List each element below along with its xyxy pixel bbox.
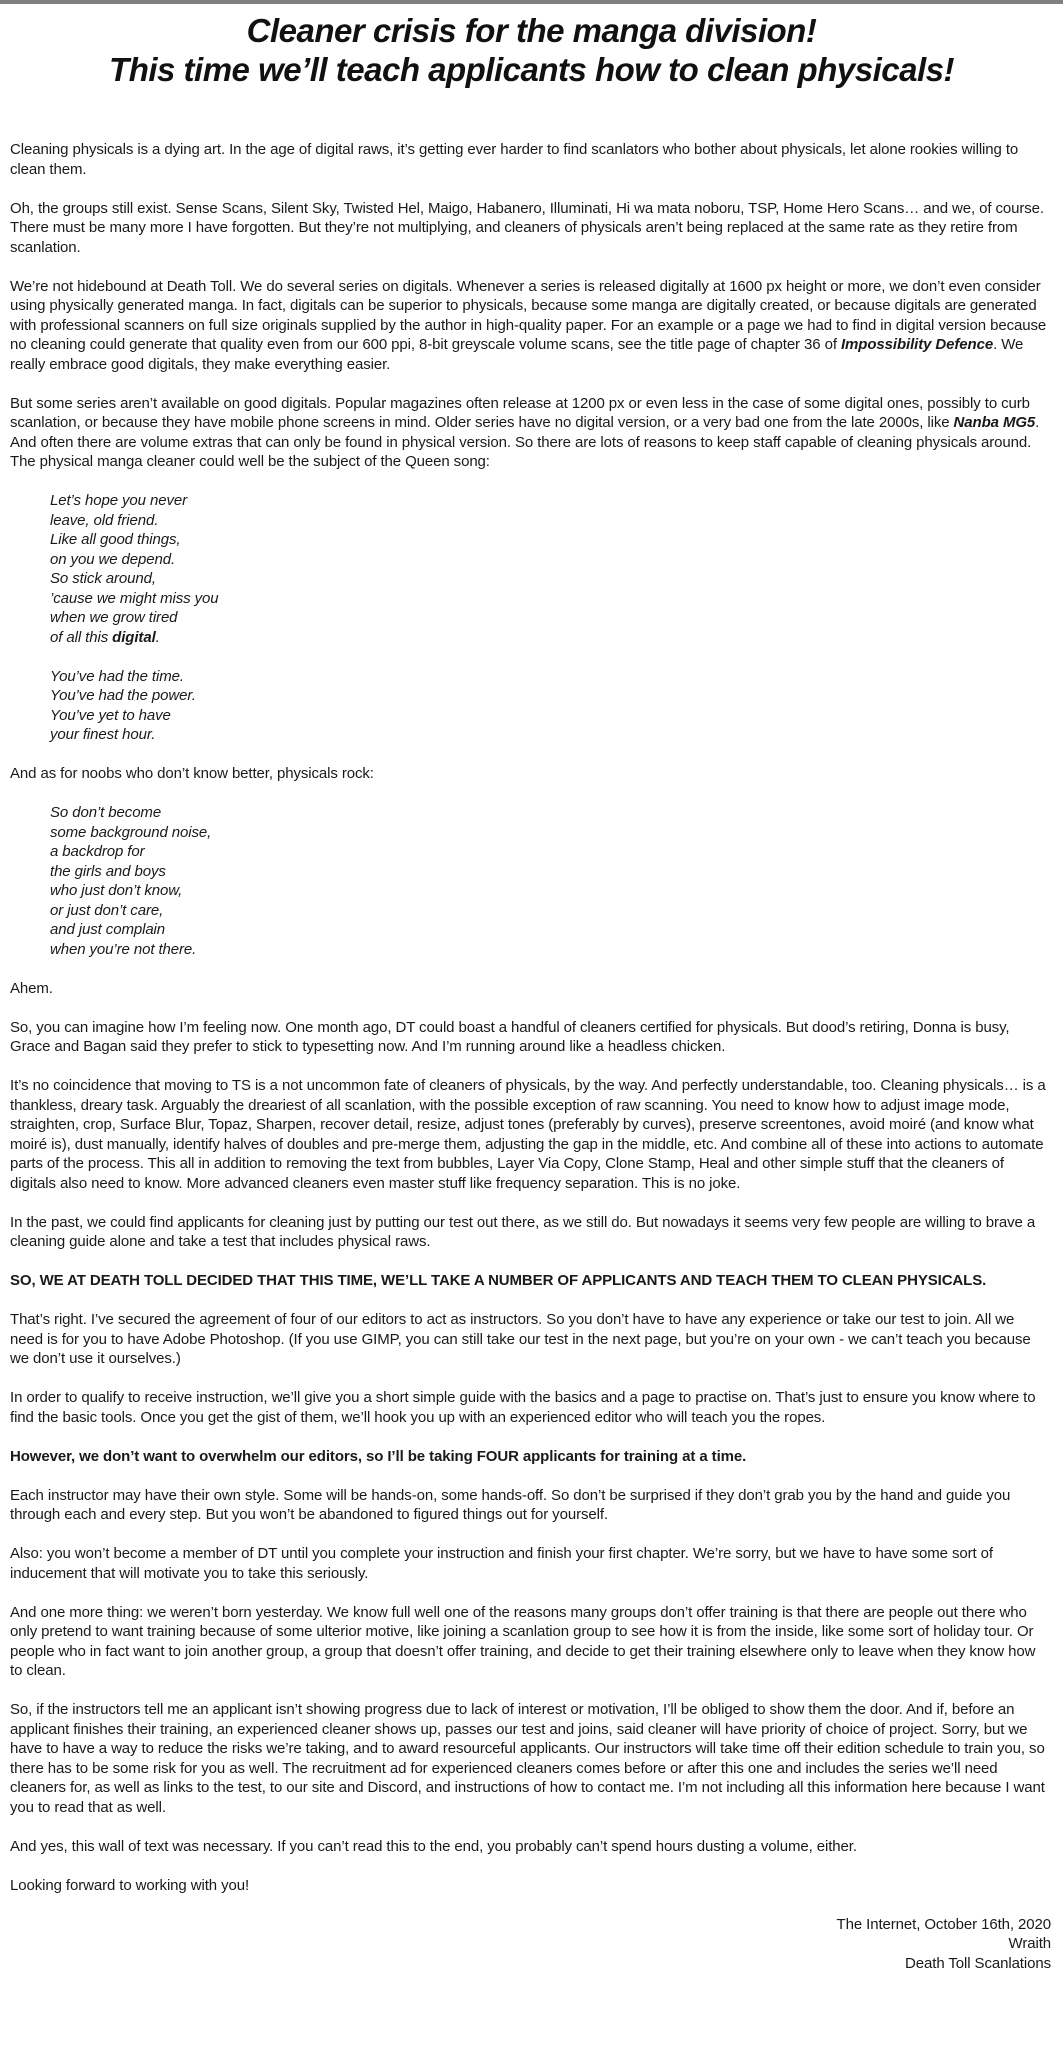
verse-line: You’ve had the time. — [50, 667, 184, 685]
document-body — [10, 140, 1051, 1973]
page-title — [0, 11, 1063, 89]
verse-line: You’ve yet to have — [50, 706, 171, 724]
page-title-line-2: This time we’ll teach applicants how to clean physicals! — [109, 51, 954, 88]
signature-date: The Internet, October 16th, 2020 — [836, 1915, 1051, 1933]
verse-block — [50, 491, 1051, 647]
verse-block — [50, 803, 1051, 959]
paragraph: So, you can imagine how I’m feeling now. One month ago, DT could boast a handful of cleaners certified for physicals. But dood’s retiring, Donna is busy, Grace and Bagan said they prefer to stick to typesetting now. And I’m running around like a headless chicken. — [10, 1018, 1010, 1055]
paragraph: Looking forward to working with you! — [10, 1876, 250, 1894]
paragraph: Ahem. — [10, 979, 53, 997]
paragraph: So, if the instructors tell me an applicant isn’t showing progress due to lack of interest or motivation, I’ll be obliged to show them the door. And if, before an applicant finishes their training, an experienced cleaner shows up, passes our test and joins, said cleaner will have priority of choice of project. Sorry, but we have to have a way to reduce the risks we’re taking, and to award resourceful applicants. Our instructors will take time off their edition schedule to train you, so there has to be some risk for you as well. The recruitment ad for experienced cleaners comes before or after this one and includes the series we’ll need cleaners for, as well as links to the test, to our site and Discord, and instructions of how to contact me. I’m not including all this information here because I want you to read that as well. — [10, 1701, 1045, 1816]
verse-line: leave, old friend. — [50, 511, 159, 529]
signature-group: Death Toll Scanlations — [905, 1954, 1051, 1972]
paragraph: Oh, the groups still exist. Sense Scans, Silent Sky, Twisted Hel, Maigo, Habanero, Illuminati, Hi wa mata noboru, TSP, Home Hero Scans… and we, of course. There must be many more I have forgotten. But they’re not multiplying, and cleaners of physicals aren’t being replaced at the same rate as they retire from scanlation. — [10, 199, 1044, 256]
signature-block — [10, 1915, 1051, 1974]
verse-line: your finest hour. — [50, 726, 156, 743]
paragraph: In the past, we could find applicants for cleaning just by putting our test out there, as we still do. But nowadays it seems very few people are willing to brave a cleaning guide alone and take a test that includes physical raws. — [10, 1213, 1036, 1250]
paragraph: That’s right. I’ve secured the agreement of four of our editors to act as instructors. So you don’t have to have any experience or take our test to join. All we need is for you to have Adobe Photoshop. (If you use GIMP, you can still take our test in the next page, but you’re on your own - we can’t teach you because we don’t use it ourselves.) — [10, 1311, 1031, 1367]
paragraph: And yes, this wall of text was necessary. If you can’t read this to the end, you probably can’t spend hours dusting a volume, either. — [10, 1837, 857, 1855]
paragraph: But some series aren’t available on good digitals. Popular magazines often release at 1200 px or even less in the case of some digital ones, possibly to curb scanlation, or because they have mobile phone screens in mind. Older series have no digital version, or a very bad one from the late 2000s, like Nanba MG5. And often there are volume extras that can only be found in physical version. So there are lots of reasons to keep staff capable of cleaning physicals around. The physical manga cleaner could well be the subject of the Queen song: — [10, 394, 1040, 470]
emphasis-paragraph: However, we don’t want to overwhelm our editors, so I’ll be taking FOUR applicants for training at a time. — [10, 1447, 747, 1465]
verse-line: So stick around, — [50, 570, 156, 587]
verse-line: Let’s hope you never — [50, 492, 187, 509]
verse-line: when we grow tired — [50, 609, 178, 626]
window-top-border — [0, 0, 1063, 4]
paragraph: In order to qualify to receive instruction, we’ll give you a short simple guide with the basics and a page to practise on. That’s just to ensure you know where to find the basic tools. Once you get the gist of them, we’ll hook you up with an experienced editor who will teach you the ropes. — [10, 1389, 1036, 1426]
paragraph: And one more thing: we weren’t born yesterday. We know full well one of the reasons many groups don’t offer training is that there are people out there who only pretend to want training because of some ulterior motive, like joining a scanlation group to see how it is from the inside, like some sort of holiday tour. Or people who in fact want to join another group, a group that doesn’t offer training, and decide to get their training elsewhere only to leave when they know how to clean. — [10, 1603, 1036, 1679]
emphasis-paragraph: SO, WE AT DEATH TOLL DECIDED THAT THIS TIME, WE’LL TAKE A NUMBER OF APPLICANTS AND TEACH THEM TO CLEAN PHYSICALS. — [10, 1272, 987, 1289]
verse-line: So don’t become — [50, 804, 162, 821]
verse-line: ’cause we might miss you — [50, 589, 219, 607]
verse-line: a backdrop for — [50, 843, 145, 860]
paragraph: And as for noobs who don’t know better, physicals rock: — [10, 765, 374, 782]
verse-line: on you we depend. — [50, 550, 176, 568]
verse-line: and just complain — [50, 921, 166, 938]
verse-line: You’ve had the power. — [50, 687, 196, 704]
paragraph: Cleaning physicals is a dying art. In the age of digital raws, it’s getting ever harder to find scanlators who bother about physicals, let alone rookies willing to clean them. — [10, 141, 1019, 178]
paragraph: It’s no coincidence that moving to TS is a not uncommon fate of cleaners of physicals, by the way. And perfectly understandable, too. Cleaning physicals… is a thankless, dreary task. Arguably the dreariest of all scanlation, with the possible exception of raw scanning. You need to know how to adjust image mode, straighten, crop, Surface Blur, Topaz, Sharpen, recover detail, resize, adjust tones (preferably by curves), preserve screentones, avoid moiré (and know what moiré is), dust manually, identify halves of doubles and pre-merge them, adjusting the gap in the middle, etc. And combine all of these into actions to automate parts of the process. This all in addition to removing the text from bubbles, Layer Via Copy, Clone Stamp, Heal and other simple stuff that the cleaners of digitals also need to know. More advanced cleaners even master stuff like frequency separation. This is no joke. — [10, 1077, 1046, 1192]
page-title-line-1: Cleaner crisis for the manga division! — [246, 12, 817, 49]
verse-line: of all this digital. — [50, 628, 160, 646]
verse-line: who just don’t know, — [50, 882, 183, 899]
verse-line: when you’re not there. — [50, 940, 197, 958]
verse-block — [50, 667, 1051, 745]
paragraph: We’re not hidebound at Death Toll. We do several series on digitals. Whenever a series is released digitally at 1600 px height or more, we don’t even consider using physically generated manga. In fact, digitals can be superior to physicals, because some manga are digitally created, or because digitals are generated with professional scanners on full size originals supplied by the author in high-quality paper. For an example or a page we had to find in digital version because no cleaning could generate that quality even from our 600 ppi, 8-bit greyscale volume scans, see the title page of chapter 36 of Impossibility Defence. We really embrace good digitals, they make everything easier. — [10, 277, 1047, 373]
verse-line: Like all good things, — [50, 531, 181, 548]
verse-line: the girls and boys — [50, 862, 166, 880]
verse-line: or just don’t care, — [50, 901, 164, 919]
signature-author: Wraith — [1008, 1935, 1051, 1952]
paragraph: Each instructor may have their own style. Some will be hands-on, some hands-off. So don’t be surprised if they don’t grab you by the hand and guide you through each and every step. But you won’t be abandoned to figured things out for yourself. — [10, 1486, 1011, 1523]
paragraph: Also: you won’t become a member of DT until you complete your instruction and finish your first chapter. We’re sorry, but we have to have some sort of inducement that will motivate you to take this seriously. — [10, 1545, 993, 1582]
verse-line: some background noise, — [50, 823, 212, 841]
